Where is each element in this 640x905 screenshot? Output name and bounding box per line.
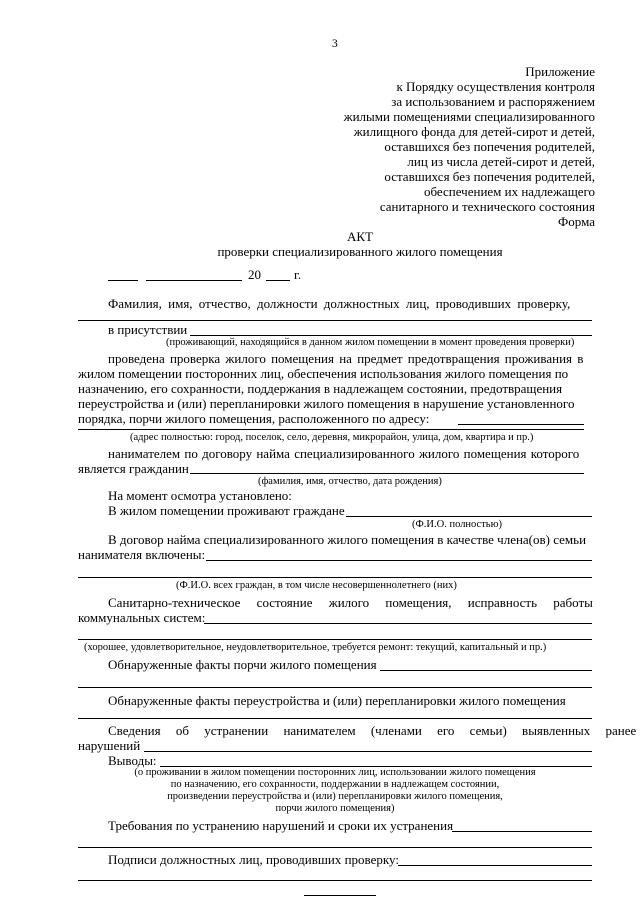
address-hint: (адрес полностью: город, поселок, село, деревня, микрорайон, улица, дом, квартира и пр.) — [130, 432, 534, 443]
tenant-hint: (фамилия, имя, отчество, дата рождения) — [258, 476, 442, 487]
date-month-field[interactable] — [146, 280, 242, 281]
elimination-field[interactable] — [144, 751, 592, 752]
reconstruction-label: Обнаруженные факты переустройства и (или) перепланировки жилого помещения — [108, 693, 566, 708]
appendix-block — [344, 64, 595, 214]
residents-hint: (Ф.И.О. полностью) — [412, 519, 502, 530]
appendix-line: оставшихся без попечения родителей, — [384, 169, 595, 184]
date-day-field[interactable] — [108, 280, 138, 281]
conclusions-hint-line: (о проживании в жилом помещении посторонних лиц, использовании жилого помещения — [134, 767, 536, 778]
sanitary-hint: (хорошее, удовлетворительное, неудовлетворительное, требуется ремонт: текущий, капитальный и пр.) — [84, 642, 547, 653]
appendix-line: жилищного фонда для детей-сирот и детей, — [353, 124, 595, 139]
requirements-field-2[interactable] — [78, 847, 592, 848]
para1-line: порядка, порчи жилого помещения, расположенного по адресу: — [78, 411, 430, 426]
tenant-line: является гражданин — [78, 461, 189, 476]
address-field[interactable] — [458, 424, 584, 425]
damage-field[interactable] — [380, 670, 592, 671]
para1-line: переустройства и (или) перепланировки жилого помещения в нарушение установленного — [78, 396, 575, 411]
residents-label: В жилом помещении проживают граждане — [108, 503, 345, 518]
officials-field[interactable] — [78, 320, 592, 321]
signatures-field[interactable] — [398, 865, 592, 866]
presence-label: в присутствии — [108, 322, 188, 337]
signatures-label: Подписи должностных лиц, проводивших проверку: — [108, 852, 399, 867]
reconstruction-field[interactable] — [78, 718, 592, 719]
presence-field[interactable] — [190, 335, 592, 336]
conclusions-hint-line: по назначению, его сохранности, поддержании в надлежащем состоянии, — [170, 779, 500, 790]
para1-line: назначению, его сохранности, поддержания в надлежащем состоянии, предотвращения — [78, 381, 563, 396]
officials-label: Фамилия, имя, отчество, должности должностных лиц, проводивших проверку, — [108, 296, 571, 311]
sanitary-field-2[interactable] — [78, 639, 592, 640]
date-year-field[interactable] — [266, 280, 290, 281]
established-label: На момент осмотра установлено: — [108, 488, 292, 503]
date-year-prefix: 20 — [248, 267, 261, 282]
elimination-line: Сведения об устранении нанимателем (членами его семьи) выявленных ранее — [108, 723, 637, 738]
tenant-line: нанимателем по договору найма специализированного жилого помещения которого — [108, 446, 580, 461]
para1-line: жилом помещении посторонних лиц, обеспечения использования жилого помещения по — [78, 366, 569, 381]
requirements-label: Требования по устранению нарушений и сроки их устранения — [108, 818, 454, 833]
damage-field-2[interactable] — [78, 687, 592, 688]
appendix-line: санитарного и технического состояния — [379, 199, 595, 214]
sanitary-line: коммунальных систем: — [78, 610, 206, 625]
date-year-suffix: г. — [294, 267, 302, 282]
form-label: Форма — [558, 214, 595, 229]
appendix-line: лиц из числа детей-сирот и детей, — [407, 154, 595, 169]
appendix-line: оставшихся без попечения родителей, — [384, 139, 595, 154]
sanitary-line: Санитарно-техническое состояние жилого помещения, исправность работы — [108, 595, 593, 610]
family-line: В договор найма специализированного жилого помещения в качестве члена(ов) семьи — [108, 532, 587, 547]
family-hint: (Ф.И.О. всех граждан, в том числе несовершеннолетнего (них) — [176, 580, 457, 591]
closing-divider — [304, 895, 376, 896]
appendix-line: Приложение — [525, 64, 595, 79]
sanitary-field[interactable] — [204, 623, 592, 624]
appendix-line: к Порядку осуществления контроля — [396, 79, 595, 94]
damage-label: Обнаруженные факты порчи жилого помещения — [108, 657, 377, 672]
family-field[interactable] — [206, 560, 592, 561]
conclusions-label: Выводы: — [108, 753, 157, 768]
residents-field[interactable] — [346, 516, 592, 517]
family-line: нанимателя включены: — [78, 547, 206, 562]
elimination-line: нарушений — [78, 738, 141, 753]
appendix-line: жилыми помещениями специализированного — [343, 109, 595, 124]
requirements-field[interactable] — [452, 831, 592, 832]
appendix-line: за использованием и распоряжением — [391, 94, 595, 109]
page-number: 3 — [332, 38, 338, 50]
appendix-line: обеспечением их надлежащего — [423, 184, 595, 199]
document-subtitle: проверки специализированного жилого помещения — [217, 244, 503, 259]
para1-line: проведена проверка жилого помещения на предмет предотвращения проживания в — [108, 351, 584, 366]
conclusions-hint-line: порчи жилого помещения) — [275, 803, 395, 814]
tenant-field[interactable] — [190, 473, 584, 474]
address-field-2[interactable] — [78, 429, 584, 430]
document-title: АКТ — [347, 229, 373, 244]
family-field-2[interactable] — [78, 577, 592, 578]
conclusions-hint-line: произведении переустройства и (или) перепланировки жилого помещения, — [167, 791, 503, 802]
conclusions-hint — [78, 767, 592, 815]
signatures-field-2[interactable] — [78, 880, 592, 881]
presence-hint: (проживающий, находящийся в данном жилом помещении в момент проведения проверки) — [166, 337, 575, 348]
